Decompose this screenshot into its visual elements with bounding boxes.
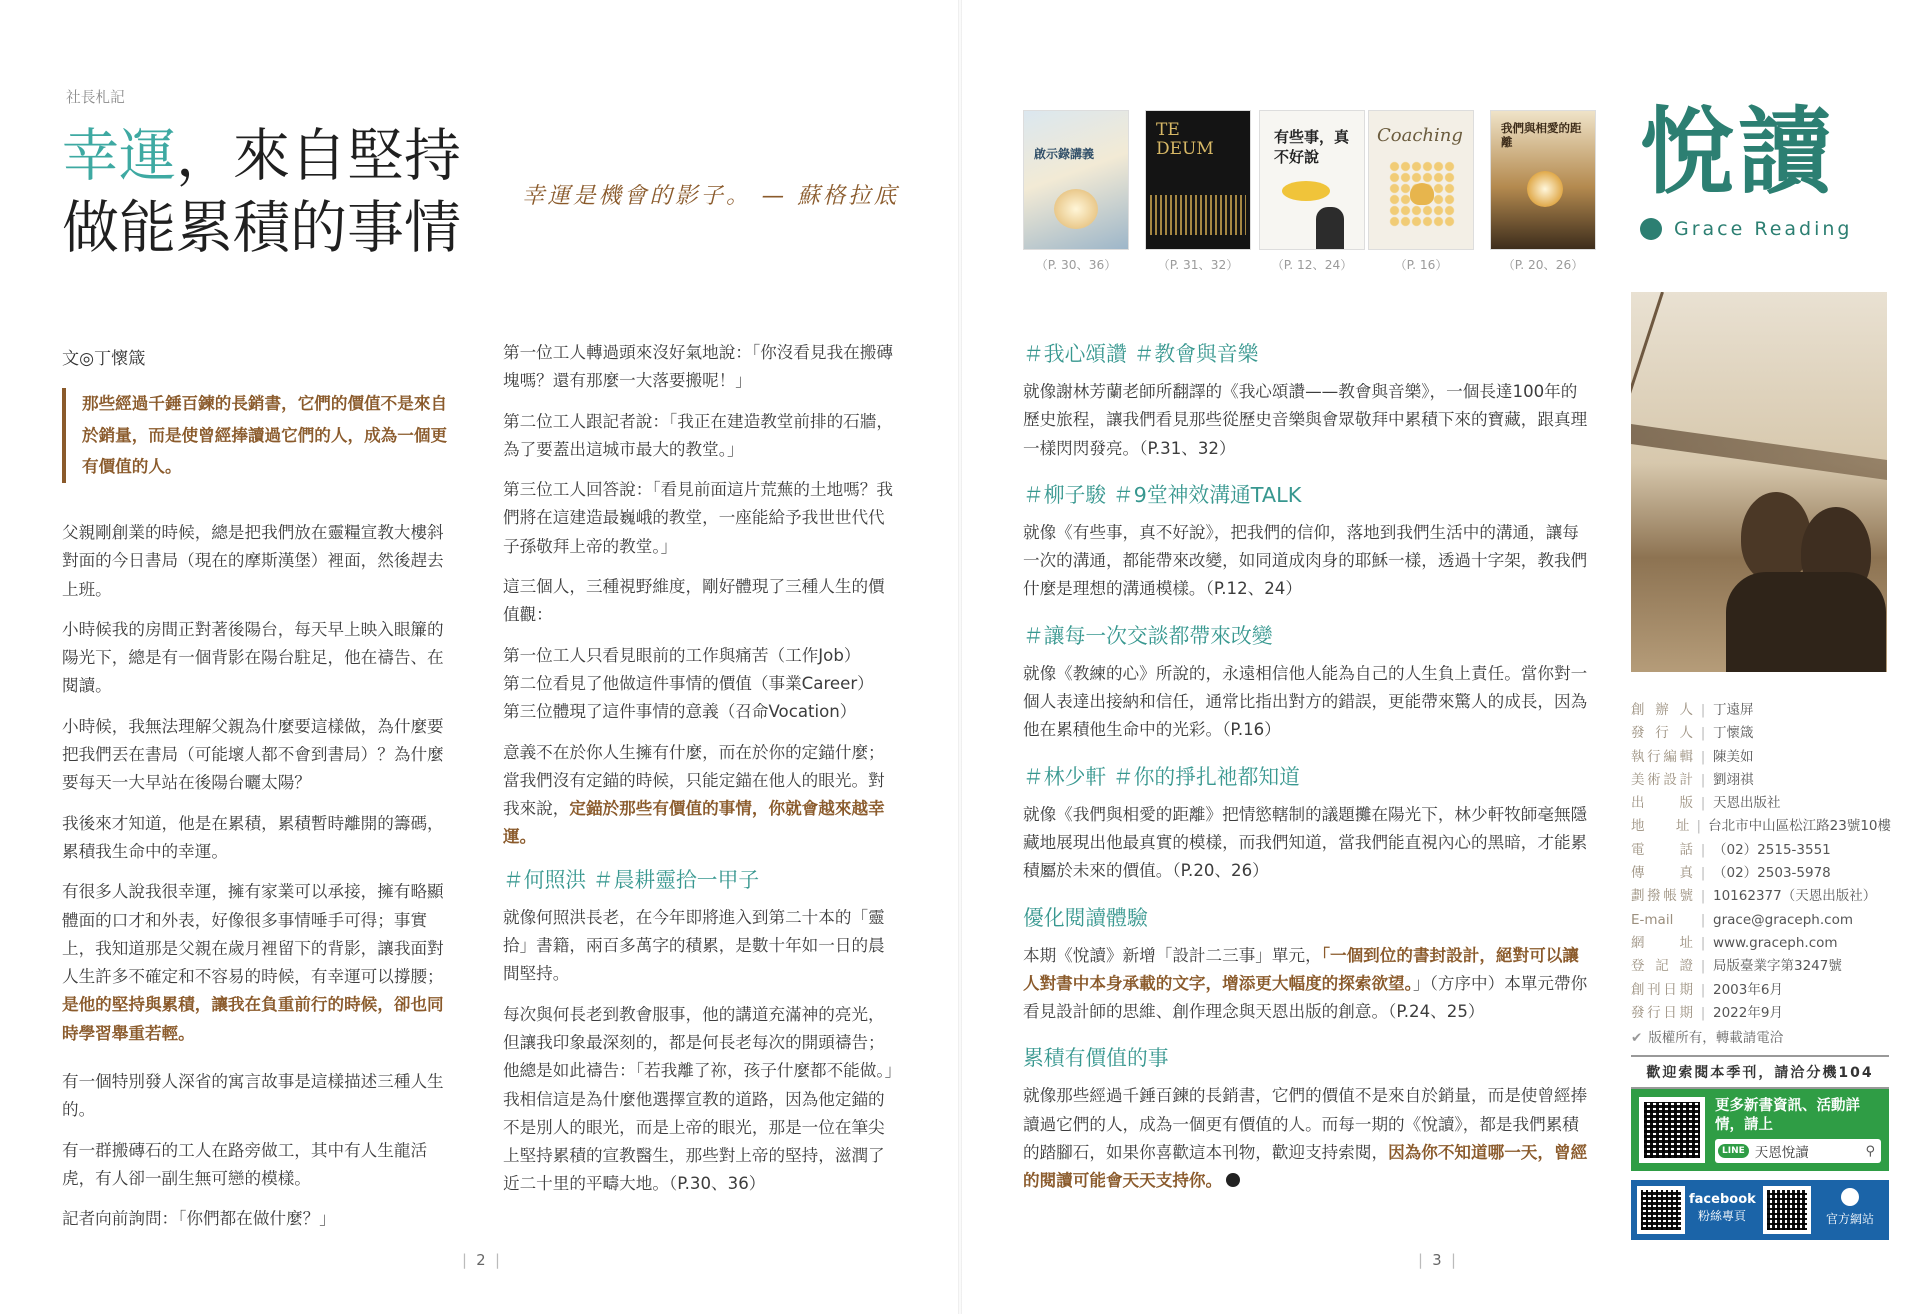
credit-value: 劉翊祺 — [1713, 771, 1754, 788]
credit-separator: | — [1700, 841, 1706, 858]
author-byline: 文◎丁懷箴 — [62, 349, 146, 369]
credit-value: 2022年9月 — [1713, 1004, 1783, 1021]
credit-label: 網址 — [1631, 934, 1693, 951]
credit-value: 2003年6月 — [1713, 981, 1783, 998]
paragraph: 第一位工人轉過頭來沒好氣地說：「你沒看見我在搬磚塊嗎？還有那麼一大落要搬呢！」 — [503, 343, 893, 391]
social-box — [1631, 1180, 1889, 1240]
publisher-photo — [1631, 292, 1887, 672]
book-cover-5: 我們與相愛的距離 — [1490, 110, 1596, 250]
credit-row — [1631, 722, 1891, 745]
credit-value: 局版臺業字第3247號 — [1713, 958, 1842, 975]
logo-english: Grace Reading — [1674, 218, 1853, 240]
credit-separator: | — [1700, 888, 1706, 905]
title-line2: 做能累積的事情 — [62, 195, 461, 261]
credit-label: 發行日期 — [1631, 1004, 1693, 1021]
credit-row — [1631, 815, 1891, 838]
section-heading: 累積有價值的事 — [1023, 1046, 1169, 1071]
credit-row — [1631, 979, 1891, 1002]
paragraph: 我後來才知道，他是在累積，累積暫時離開的籌碼，累積我生命中的幸運。 — [62, 813, 444, 861]
credit-separator: | — [1700, 911, 1706, 928]
credit-label: E-mail — [1631, 911, 1674, 928]
column-tag: 社長札記 — [66, 89, 125, 106]
credit-value: grace@graceph.com — [1713, 911, 1853, 928]
section-heading: ＃林少軒 ＃你的掙扎祂都知道 — [1023, 764, 1300, 789]
paragraph: 就像那些經過千錘百鍊的長銷書，它們的價值不是來自於銷量，而是使曾經捧讀過它們的人，成為一個更有價值的人。而每一期的《悅讀》，都是我們累積的踏腳石，如果你喜歡這本刊物，歡迎支持索閱，因為你不知道哪一天，曾經的閱讀可能會天天支持你。 — [1023, 1086, 1588, 1191]
credit-value: www.graceph.com — [1713, 934, 1838, 951]
facebook-link[interactable]: facebook 粉絲專頁 — [1689, 1192, 1756, 1223]
end-mark-icon — [1226, 1173, 1240, 1187]
page-number-left: | 2 | — [462, 1252, 500, 1269]
paragraph-highlight: 是他的堅持與累積，讓我在負重前行的時候，卻也同時學習舉重若輕。 — [62, 995, 444, 1043]
line-badge: LINE — [1718, 1144, 1749, 1158]
credits-list — [1631, 699, 1891, 1025]
paragraph: 小時候，我無法理解父親為什麼要這樣做，為什麼要把我們丟在書局（可能壞人都不會到書局）？為什麼要每天一大早站在後陽台曬太陽？ — [62, 716, 444, 793]
credit-label: 美術設計 — [1631, 771, 1693, 788]
title-rest: ，來自堅持 — [176, 123, 461, 189]
paragraph-highlight: 因為你不知道哪一天，曾經的閱讀可能會天天支持你。 — [1023, 1143, 1588, 1191]
logo-mark-icon — [1640, 218, 1662, 240]
left-column-2 — [503, 339, 899, 1211]
credit-label: 電話 — [1631, 841, 1693, 858]
line-search-bar[interactable] — [1715, 1139, 1881, 1163]
paragraph: 就像謝林芳蘭老師所翻譯的《我心頌讚——教會與音樂》，一個長達100年的歷史旅程，讓我們看見那些從歷史音樂與會眾敬拜中累積下來的寶藏，跟真理一樣閃閃發亮。（P.31、32） — [1023, 382, 1588, 458]
credit-separator: | — [1700, 865, 1706, 882]
section-heading: ＃讓每一次交談都帶來改變 — [1023, 623, 1273, 648]
section-heading: 優化閱讀體驗 — [1023, 905, 1148, 930]
credit-separator: | — [1700, 1004, 1706, 1021]
line-qr-code — [1639, 1097, 1705, 1163]
credit-separator: | — [1700, 795, 1706, 812]
paragraph — [62, 878, 456, 1048]
paragraph: 每次與何長老到教會服事，他的講道充滿神的亮光，但讓我印象最深刻的，都是何長老每次的開頭禱告；他總是如此禱告：「若我離了祢，孩子什麼都不能做。」我相信這是為什麼他選擇宣教的道路，因為他定錨的不是別人的眼光，而是上帝的眼光，那是一位在筆尖上堅持累積的宣教醫生，那些對上帝的堅持，滋潤了近二十里的平疇大地。（P.30、36） — [503, 1004, 893, 1194]
line-box[interactable] — [1631, 1089, 1889, 1171]
section-heading: ＃何照洪 ＃晨耕靈拾一甲子 — [503, 867, 760, 892]
credit-value: 天恩出版社 — [1713, 795, 1781, 812]
paragraph: 就像何照洪長老，在今年即將進入到第二十本的「靈拾」書籍，兩百多萬字的積累，是數十年如一日的晨間堅持。 — [503, 907, 885, 984]
credit-label: 劃撥帳號 — [1631, 888, 1693, 905]
paragraph: 小時候我的房間正對著後陽台，每天早上映入眼簾的陽光下，總是有一個背影在陽台駐足，他在禱告、在閱讀。 — [62, 619, 444, 696]
section-heading: ＃我心頌讚 ＃教會與音樂 — [1023, 342, 1259, 366]
paragraph — [503, 642, 899, 727]
paragraph — [503, 739, 899, 852]
check-icon: ✔ — [1631, 1030, 1643, 1046]
book-cover-3: 有些事，真不好說 — [1259, 110, 1365, 250]
credit-row — [1631, 792, 1891, 815]
paragraph: 有一個特別發人深省的寓言故事是這樣描述三種人生的。 — [62, 1072, 444, 1120]
credit-label: 出版 — [1631, 795, 1693, 812]
site-logo-icon — [1841, 1188, 1859, 1206]
credit-label: 發行人 — [1631, 725, 1693, 742]
credit-row — [1631, 885, 1891, 908]
logo — [1640, 98, 1890, 240]
paragraph: 就像《我們與相愛的距離》把情慾轄制的議題攤在陽光下，林少軒牧師毫無隱藏地展現出他最真實的模樣，而我們知道，當我們能直視內心的黑暗，才能累積屬於未來的價值。（P.20、26） — [1023, 804, 1588, 881]
credit-separator: | — [1696, 818, 1702, 835]
left-page — [0, 0, 958, 1314]
credit-separator: | — [1700, 771, 1706, 788]
book-pages-2: （P. 31、32） — [1157, 258, 1239, 272]
credit-row — [1631, 862, 1891, 885]
credit-value: 台北市中山區松江路23號10樓 — [1708, 818, 1891, 835]
paragraph: 第二位工人跟記者說：「我正在建造教堂前排的石牆，為了要蓋出這城市最大的教堂。」 — [503, 411, 893, 459]
paragraph-highlight: 「一個到位的書封設計，絕對可以讓人對書中本身承載的文字，增添更大幅度的探索欲望。 — [1023, 945, 1579, 993]
paragraph: 第三位工人回答說：「看見前面這片荒蕪的土地嗎？我們將在這建造最巍峨的教堂，一座能給予我世世代代子孫敬拜上帝的教堂。」 — [503, 480, 893, 556]
paragraph-text: 有很多人說我很幸運，擁有家業可以承接，擁有略顯體面的口才和外表，好像很多事情唾手可得；事實上，我知道那是父親在歲月裡留下的背影，讓我面對人生許多不確定和不容易的時候，有幸運可以撐腰； — [62, 882, 444, 987]
book-cover-4: Coaching — [1368, 110, 1474, 250]
left-column-1 — [62, 519, 456, 1246]
credit-separator: | — [1700, 934, 1706, 951]
book-pages-4: （P. 16） — [1394, 258, 1448, 272]
right-main-column — [1023, 340, 1593, 1196]
credit-row — [1631, 839, 1891, 862]
credit-row — [1631, 746, 1891, 769]
credit-value: 陳美如 — [1713, 748, 1754, 765]
line-search-text: 天恩悅讀 — [1754, 1145, 1809, 1161]
credit-value: 丁遠屏 — [1713, 702, 1754, 718]
facebook-qr-code — [1637, 1186, 1685, 1234]
subscribe-banner: 歡迎索閱本季刊，請洽分機104 — [1631, 1055, 1889, 1089]
book-cover-2: TE DEUM — [1145, 110, 1251, 250]
paragraph-text: 意義不在於你人生擁有什麼，而在於你的定錨什麼；當我們沒有定錨的時候，只能定錨在他人的眼光。對我來說， — [503, 742, 885, 819]
credit-row — [1631, 955, 1891, 978]
section-accumulate — [1023, 1044, 1593, 1195]
credit-separator: | — [1700, 958, 1706, 975]
value-line: 第三位體現了這件事情的意義（召命Vocation） — [503, 702, 857, 722]
credit-separator: | — [1700, 725, 1706, 742]
paragraph: 記者向前詢問：「你們都在做什麼？」 — [62, 1209, 336, 1229]
credit-separator: | — [1700, 748, 1706, 765]
credit-label: 登記證 — [1631, 958, 1693, 975]
title-accent: 幸運 — [62, 123, 176, 189]
line-box-text: 更多新書資訊、活動詳情，請上 — [1715, 1098, 1860, 1133]
section-liu-zijun — [1023, 481, 1593, 604]
site-qr-code — [1763, 1186, 1811, 1234]
section-mind-praise — [1023, 340, 1593, 463]
page-number-right: | 3 | — [1418, 1252, 1456, 1269]
value-line: 第一位工人只看見眼前的工作與痛苦（工作Job） — [503, 645, 861, 665]
credit-separator: | — [1700, 702, 1706, 718]
logo-text: 悅讀 — [1640, 98, 1837, 207]
credit-label: 地址 — [1631, 818, 1690, 835]
credit-label: 傳真 — [1631, 865, 1693, 882]
paragraph: 就像《教練的心》所說的，永遠相信他人能為自己的人生負上責任。當你對一個人表達出接納和信任，通常比指出對方的錯誤，更能帶來驚人的成長，因為他在累積他生命中的光彩。（P.16） — [1023, 663, 1588, 740]
credit-row — [1631, 932, 1891, 955]
credit-value: 10162377（天恩出版社） — [1713, 888, 1877, 905]
book-pages-1: （P. 30、36） — [1035, 258, 1117, 272]
pullquote — [62, 388, 458, 483]
credit-label: 執行編輯 — [1631, 748, 1693, 765]
socrates-quote: 幸運是機會的影子。 — 蘇格拉底 — [522, 183, 900, 209]
book-pages-5: （P. 20、26） — [1502, 258, 1584, 272]
pullquote-text: 那些經過千錘百鍊的長銷書，它們的價值不是來自於銷量，而是使曾經捧讀過它們的人，成為一個更有價值的人。 — [82, 394, 448, 476]
page-title — [62, 120, 461, 264]
copyright-note: ✔ 版權所有，轉載請電洽 — [1631, 1030, 1784, 1046]
credit-value: （02）2515-3551 — [1713, 841, 1831, 858]
credit-row — [1631, 1002, 1891, 1025]
paragraph: 就像《有些事，真不好說》，把我們的信仰，落地到我們生活中的溝通，讓每一次的溝通，都能帶來改變，如同道成肉身的耶穌一樣，透過十字架，教我們什麼是理想的溝通模樣。（P.12、24） — [1023, 522, 1588, 599]
section-optimize — [1023, 904, 1593, 1027]
paragraph: 本期《悅讀》新增「設計二三事」單元，「一個到位的書封設計，絕對可以讓人對書中本身承載的文字，增添更大幅度的探索欲望。」（方序中）本單元帶你看見設計師的思維、創作理念與天恩出版的創意。（P.24、25） — [1023, 945, 1588, 1022]
credit-label: 創辦人 — [1631, 702, 1693, 718]
paragraph: 父親剛創業的時候，總是把我們放在靈糧宣教大樓斜對面的今日書局（現在的摩斯漢堡）裡面，然後趕去上班。 — [62, 523, 444, 599]
credit-row — [1631, 769, 1891, 792]
credit-value: （02）2503-5978 — [1713, 865, 1831, 882]
paragraph: 這三個人，三種視野維度，剛好體現了三種人生的價值觀： — [503, 577, 885, 625]
section-lin-shaoxuan — [1023, 763, 1593, 886]
book-pages-3: （P. 12、24） — [1271, 258, 1353, 272]
paragraph: 有一群搬磚石的工人在路旁做工，其中有人生龍活虎，有人卻一副生無可戀的模樣。 — [62, 1140, 428, 1188]
credit-label: 創刊日期 — [1631, 981, 1693, 998]
paragraph-highlight: 定錨於那些有價值的事情，你就會越來越幸運。 — [503, 799, 885, 847]
official-site-link[interactable]: 官方網站 — [1817, 1188, 1883, 1227]
credit-value: 丁懷箴 — [1713, 725, 1754, 742]
credit-row — [1631, 699, 1891, 722]
section-conversation — [1023, 622, 1593, 745]
search-icon: ⚲ — [1865, 1143, 1875, 1159]
section-heading: ＃柳子駿 ＃9堂神效溝通TALK — [1023, 482, 1302, 507]
book-cover-1: 啟示錄講義 — [1023, 110, 1129, 250]
value-line: 第二位看見了他做這件事情的價值（事業Career） — [503, 673, 874, 693]
credit-separator: | — [1700, 981, 1706, 998]
credit-row — [1631, 909, 1891, 932]
